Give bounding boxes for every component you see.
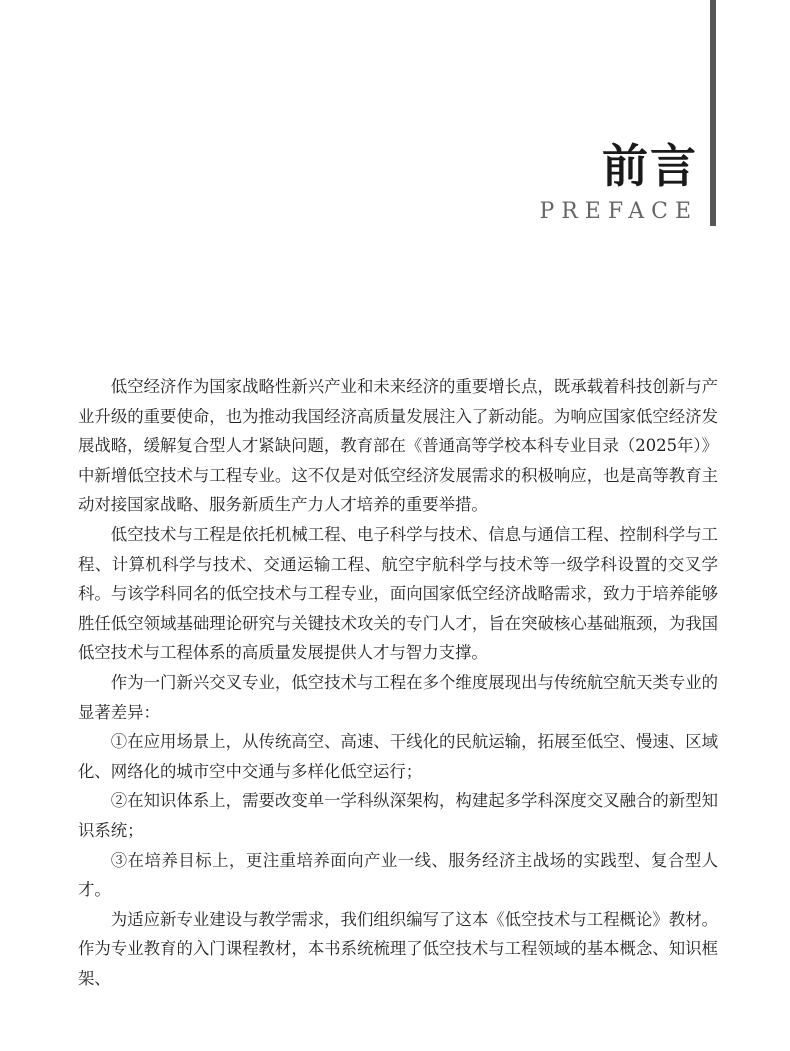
paragraph-5: ②在知识体系上，需要改变单一学科纵深架构，构建起多学科深度交叉融合的新型知识系统； bbox=[78, 791, 718, 840]
paragraph-1: 低空经济作为国家战略性新兴产业和未来经济的重要增长点，既承载着科技创新与产业升级的重要使命，也为推动我国经济高质量发展注入了新动能。为响应国家低空经济发展战略，缓解复合型人才紧缺问题，教育部在《普通高等学校本科专业目录（2025年）》中新增低空技术与工程专业。这不仅是对低空经济发展需求的积极响应，也是高等教育主动对接国家战略、服务新质生产力人才培养的重要举措。 bbox=[78, 377, 718, 515]
paragraph-3: 作为一门新兴交叉专业，低空技术与工程在多个维度展现出与传统航空航天类专业的显著差异： bbox=[78, 672, 718, 722]
page-subtitle: PREFACE bbox=[539, 199, 698, 224]
paragraph-6: ③在培养目标上，更注重培养面向产业一线、服务经济主战场的实践型、复合型人才。 bbox=[78, 850, 718, 900]
paragraph-2: 低空技术与工程是依托机械工程、电子科学与技术、信息与通信工程、控制科学与工程、计算机科学与技术、交通运输工程、航空宇航科学与技术等一级学科设置的交叉学科。与该学科同名的低空技术与工程专业，面向国家低空经济战略需求，致力于培养能够胜任低空领域基础理论研究与关键技术攻关的专门人才，旨在突破核心基础瓶颈，为我国低空技术与工程体系的高质量发展提供人才与智力支撑。 bbox=[78, 524, 718, 663]
paragraph-4: ①在应用场景上，从传统高空、高速、干线化的民航运输，拓展至低空、慢速、区域化、网络化的城市空中交通与多样化低空运行； bbox=[78, 732, 718, 781]
body-text bbox=[78, 372, 718, 993]
page-title: 前言 bbox=[602, 139, 698, 193]
paragraph-7: 为适应新专业建设与教学需求，我们组织编写了这本《低空技术与工程概论》教材。作为专业教育的入门课程教材，本书系统梳理了低空技术与工程领域的基本概念、知识框架、 bbox=[78, 909, 718, 988]
header-vertical-rule bbox=[710, 0, 716, 226]
